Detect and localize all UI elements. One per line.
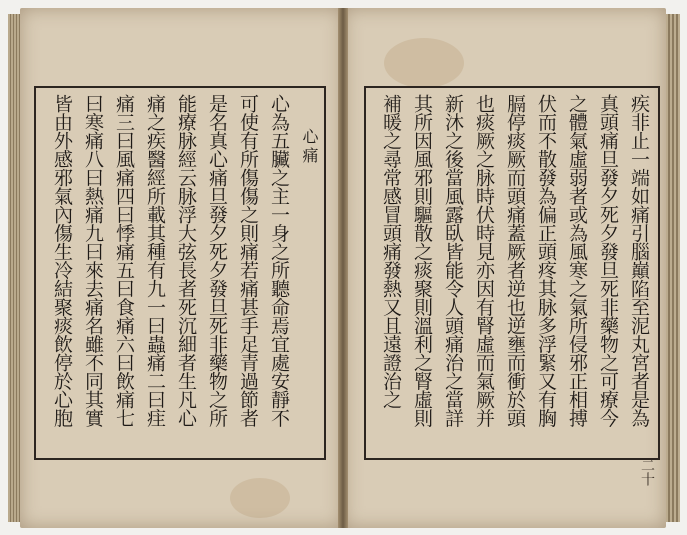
text-column: 心為五臟之主一身之所聽命焉宜處安靜不: [268, 94, 290, 427]
paper-stain: [384, 38, 464, 88]
text-column: 是名真心痛旦發夕死夕發旦死非藥物之所: [206, 94, 228, 427]
text-column: 之體氣虛弱者或為風寒之氣所侵邪正相搏: [566, 94, 588, 427]
open-book: [8, 8, 680, 528]
text-column: 新沐之後當風露臥皆能令人頭痛治之當詳: [442, 94, 464, 427]
text-column: 補暖之尋常感冒頭痛發熱又且遠證治之: [380, 94, 402, 409]
right-text-frame: [364, 86, 660, 460]
section-title: 心痛: [300, 128, 319, 166]
text-column: 膈停痰厥而頭痛蓋厥者逆也逆壅而衝於頭: [504, 94, 526, 427]
text-column: 疾非止一端如痛引腦巔陷至泥丸宮者是為: [628, 94, 650, 427]
page-number: 二十: [639, 458, 655, 486]
paper-stain: [230, 478, 290, 518]
text-column: 可使有所傷傷之則痛若痛甚手足青過節者: [237, 94, 259, 427]
text-column: 真頭痛旦發夕死夕發旦死非藥物之可療今: [597, 94, 619, 427]
text-column: 也痰厥之脉時伏時見亦因有腎虛而氣厥并: [473, 94, 495, 427]
text-column: 皆由外感邪氣內傷生冷結聚痰飲停於心胞: [51, 94, 73, 427]
text-column: 痛之疾醫經所載其種有九一曰蟲痛二曰疰: [144, 94, 166, 427]
page-stack-right-edge: [664, 14, 680, 522]
text-column: 能療脉經云脉浮大弦長者死沉細者生凡心: [175, 94, 197, 427]
text-column: 伏而不散發為偏正頭疼其脉多浮緊又有胸: [535, 94, 557, 427]
book-gutter: [338, 8, 348, 528]
left-text-frame: [34, 86, 326, 460]
text-column: 曰寒痛八曰熱痛九曰來去痛名雖不同其實: [82, 94, 104, 427]
text-column: 痛三曰風痛四曰悸痛五曰食痛六曰飲痛七: [113, 94, 135, 427]
text-column: 其所因風邪則驅散之痰聚則溫利之腎虛則: [411, 94, 433, 427]
